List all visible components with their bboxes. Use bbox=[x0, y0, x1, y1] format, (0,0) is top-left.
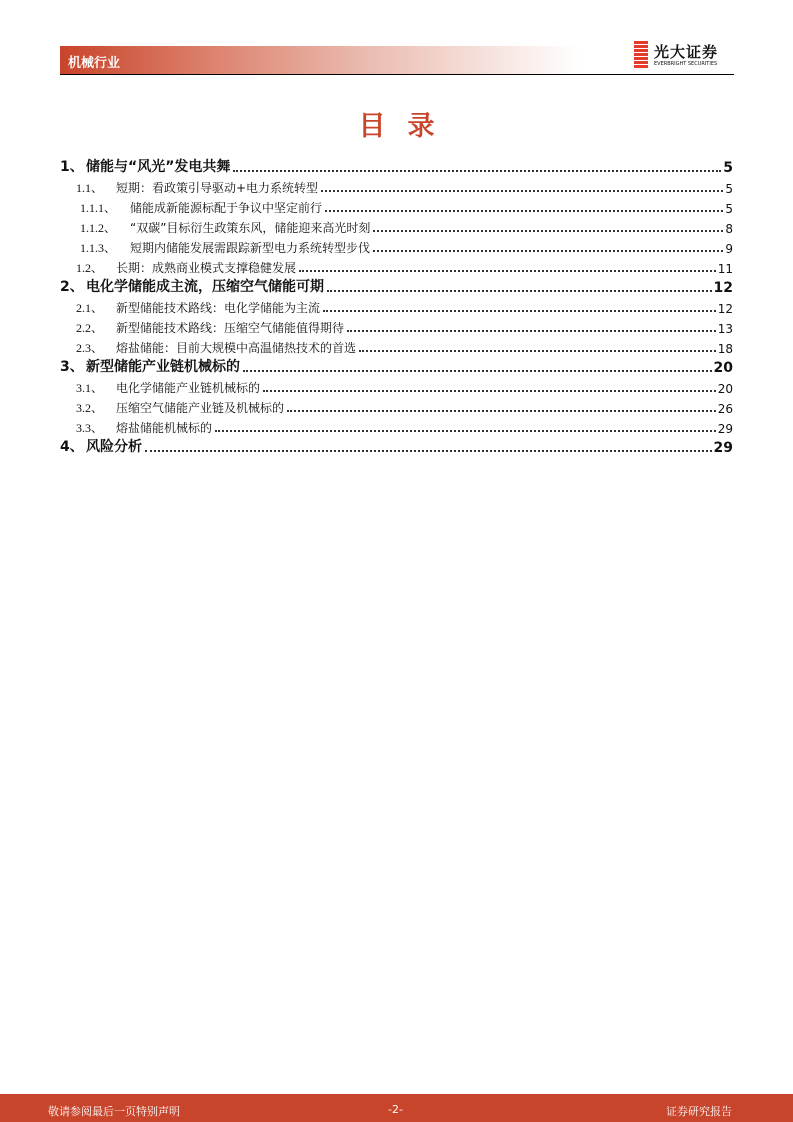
toc-entry[interactable] bbox=[60, 256, 733, 276]
toc-page: 5 bbox=[723, 160, 733, 176]
toc-title: 长期：成熟商业模式支撑稳健发展 bbox=[116, 261, 297, 275]
toc-entry[interactable] bbox=[60, 436, 733, 456]
toc-entry[interactable] bbox=[60, 416, 733, 436]
toc-leader bbox=[263, 389, 716, 392]
header-divider bbox=[60, 74, 734, 75]
page-number: -2- bbox=[388, 1103, 403, 1116]
toc-title: “双碳”目标衍生政策东风，储能迎来高光时刻 bbox=[130, 221, 371, 235]
toc-number: 2.1、 bbox=[76, 301, 104, 315]
toc-page: 12 bbox=[717, 302, 733, 316]
toc-title: 储能成新能源标配于争议中坚定前行 bbox=[130, 201, 323, 215]
toc-title: 短期：看政策引导驱动+电力系统转型 bbox=[116, 181, 319, 195]
toc-entry[interactable] bbox=[60, 336, 733, 356]
toc-entry[interactable] bbox=[60, 176, 733, 196]
toc-leader bbox=[373, 229, 723, 232]
toc-leader bbox=[243, 369, 712, 372]
toc-title: 新型储能产业链机械标的 bbox=[86, 359, 240, 375]
toc-entry[interactable] bbox=[60, 236, 733, 256]
toc-title: 风险分析 bbox=[86, 439, 142, 455]
toc-page: 29 bbox=[713, 440, 733, 456]
logo-en: EVERBRIGHT SECURITIES bbox=[654, 61, 718, 67]
toc-leader bbox=[373, 249, 723, 252]
toc-number: 4、 bbox=[60, 439, 84, 455]
footer-band bbox=[0, 1094, 793, 1122]
toc-entry[interactable] bbox=[60, 356, 733, 376]
toc-entry[interactable] bbox=[60, 276, 733, 296]
toc-entry[interactable] bbox=[60, 156, 733, 176]
toc-page: 9 bbox=[725, 242, 733, 256]
toc-title: 熔盐储能机械标的 bbox=[116, 421, 213, 435]
toc-title: 新型储能技术路线：压缩空气储能值得期待 bbox=[116, 321, 345, 335]
toc-entry[interactable] bbox=[60, 376, 733, 396]
toc-page: 11 bbox=[717, 262, 733, 276]
toc-page: 26 bbox=[717, 402, 733, 416]
toc-page: 20 bbox=[717, 382, 733, 396]
page-title: 目录 bbox=[358, 111, 457, 142]
toc-entry[interactable] bbox=[60, 396, 733, 416]
toc-entry[interactable] bbox=[60, 196, 733, 216]
toc-leader bbox=[325, 209, 723, 212]
industry-label: 机械行业 bbox=[68, 56, 121, 71]
toc-leader bbox=[321, 189, 723, 192]
footer-disclaimer: 敬请参阅最后一页特别声明 bbox=[48, 1105, 180, 1118]
toc-number: 2.2、 bbox=[76, 321, 104, 335]
toc-entry[interactable] bbox=[60, 316, 733, 336]
toc-leader bbox=[287, 409, 716, 412]
toc-leader bbox=[327, 289, 712, 292]
toc-page: 12 bbox=[713, 280, 733, 296]
toc-page: 29 bbox=[717, 422, 733, 436]
toc-entry[interactable] bbox=[60, 216, 733, 236]
toc-title: 短期内储能发展需跟踪新型电力系统转型步伐 bbox=[130, 241, 371, 255]
toc-leader bbox=[299, 269, 716, 272]
toc-leader bbox=[233, 169, 721, 172]
toc-entry[interactable] bbox=[60, 296, 733, 316]
toc-leader bbox=[359, 349, 716, 352]
logo-cn: 光大证券 bbox=[654, 43, 719, 61]
toc-page: 18 bbox=[717, 342, 733, 356]
toc-number: 1、 bbox=[60, 159, 84, 175]
toc-number: 1.1、 bbox=[76, 181, 104, 195]
toc-number: 3、 bbox=[60, 359, 84, 375]
toc-page: 13 bbox=[717, 322, 733, 336]
toc-number: 2.3、 bbox=[76, 341, 104, 355]
toc-number: 1.1.1、 bbox=[80, 201, 117, 215]
toc-leader bbox=[323, 309, 716, 312]
table-of-contents bbox=[60, 156, 733, 456]
toc-number: 3.1、 bbox=[76, 381, 104, 395]
toc-number: 3.2、 bbox=[76, 401, 104, 415]
report-type: 证券研究报告 bbox=[666, 1105, 732, 1118]
toc-leader bbox=[215, 429, 716, 432]
toc-title: 储能与“风光”发电共舞 bbox=[86, 159, 231, 175]
toc-page: 5 bbox=[725, 202, 733, 216]
toc-page: 5 bbox=[725, 182, 733, 196]
toc-title: 压缩空气储能产业链及机械标的 bbox=[116, 401, 285, 415]
toc-leader bbox=[145, 449, 712, 452]
toc-title: 电化学储能产业链机械标的 bbox=[116, 381, 261, 395]
toc-title: 电化学储能成主流，压缩空气储能可期 bbox=[86, 279, 324, 295]
company-logo bbox=[634, 41, 736, 71]
toc-number: 1.1.2、 bbox=[80, 221, 117, 235]
toc-number: 2、 bbox=[60, 279, 84, 295]
toc-number: 1.2、 bbox=[76, 261, 104, 275]
toc-leader bbox=[347, 329, 716, 332]
header-band bbox=[60, 46, 580, 75]
logo-mark-icon bbox=[634, 41, 648, 69]
toc-title: 新型储能技术路线：电化学储能为主流 bbox=[116, 301, 321, 315]
toc-number: 3.3、 bbox=[76, 421, 104, 435]
toc-page: 8 bbox=[725, 222, 733, 236]
toc-title: 熔盐储能：目前大规模中高温储热技术的首选 bbox=[116, 341, 357, 355]
toc-page: 20 bbox=[713, 360, 733, 376]
toc-number: 1.1.3、 bbox=[80, 241, 117, 255]
